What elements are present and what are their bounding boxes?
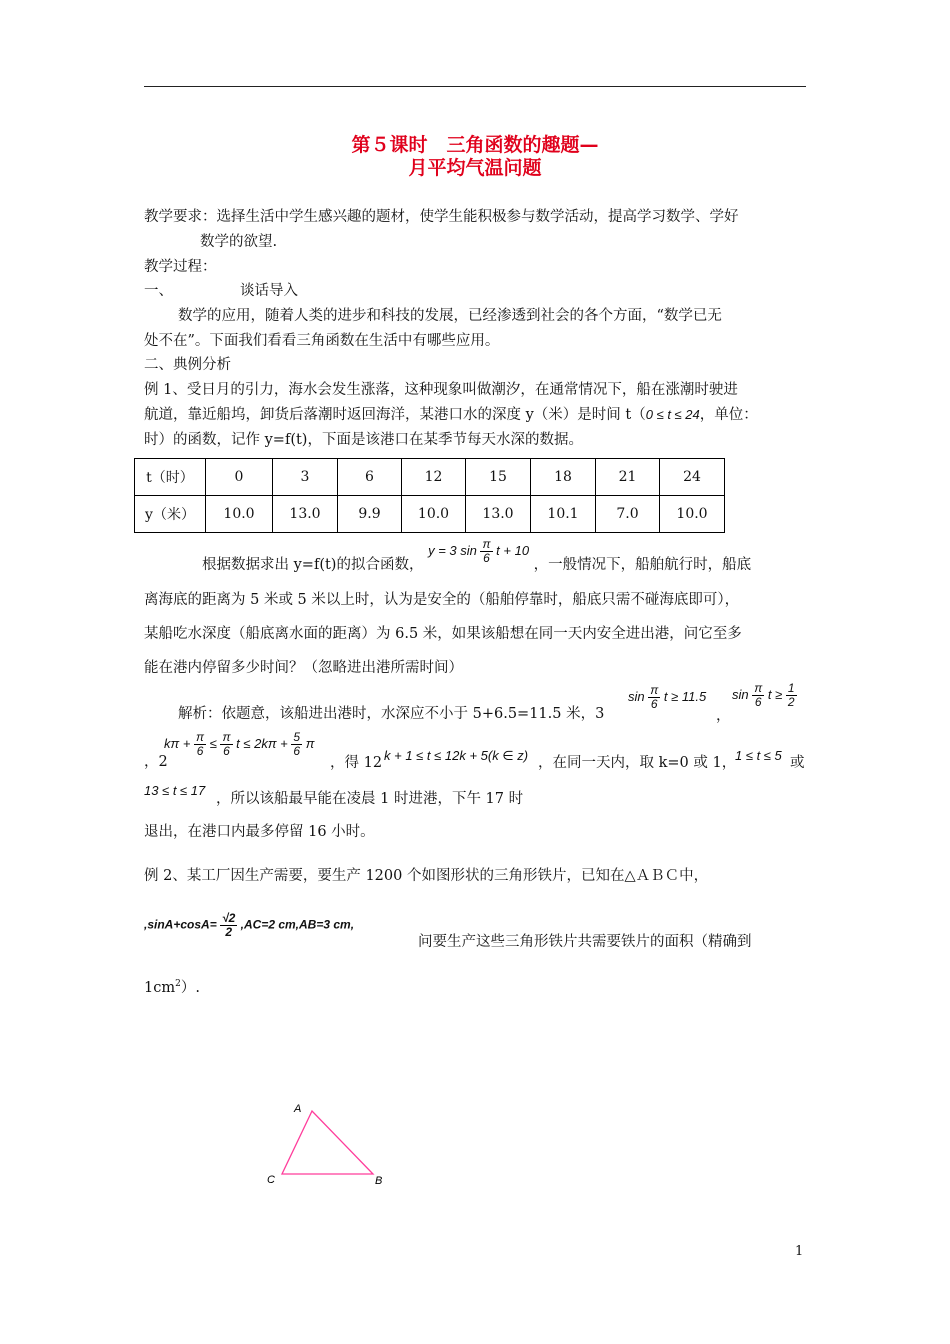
table-cell: 3 — [273, 459, 338, 496]
table-row — [135, 496, 725, 533]
fit-function-text-end: ，一般情况下，船舶航行时，船底 — [533, 556, 752, 573]
table-cell: 7.0 — [596, 496, 660, 533]
formula-part: y = 3 sin — [428, 542, 477, 558]
time-range-formula: 0 ≤ t ≤ 24 — [645, 407, 700, 422]
solution-comma: ， — [716, 708, 731, 724]
solution-line1-text: 解析：依题意，该船进出港时，水深应不小于 5+6.5=11.5 米，3 — [178, 706, 605, 722]
table-cell: 15 — [466, 459, 531, 496]
example1-line2 — [144, 403, 758, 424]
example2-line1: 例 2、某工厂因生产需要，要生产 1200 个如图形状的三角形铁片，已知在△ＡＢＣ中， — [144, 868, 709, 884]
solution-inequality2 — [732, 682, 797, 709]
solution-line2-prefix: ，2 — [144, 754, 168, 770]
fraction-denominator: 2 — [787, 695, 795, 709]
table-cell: 10.0 — [660, 496, 725, 533]
fit-function-text: 根据数据求出 y=f(t)的拟合函数， — [202, 556, 424, 573]
paragraph2-line1: 离海底的距离为 5 米或 5 米以上时，认为是安全的（船舶停靠时，船底只需不碰海底即可）， — [144, 592, 740, 608]
table-cell: 18 — [531, 459, 596, 496]
formula-part: t ≥ — [767, 686, 783, 702]
vertex-label-b: B — [375, 1175, 383, 1187]
fraction-denominator: 6 — [754, 695, 762, 709]
fraction-numerator: π — [754, 681, 763, 695]
fraction-numerator: π — [196, 730, 205, 744]
table-cell: 6 — [338, 459, 402, 496]
fraction-denominator: 6 — [483, 551, 490, 565]
fraction-denominator: 6 — [293, 744, 301, 758]
solution-line2-mid: ，得 12 — [330, 755, 383, 771]
lesson-title-line2: 月平均气温问题 — [408, 157, 542, 179]
fraction-numerator: √2 — [222, 911, 236, 925]
formula-part: ≤ — [209, 735, 217, 751]
unit-exponent: 2 — [175, 979, 181, 990]
requirement-line1: 教学要求：选择生活中学生感兴趣的题材，使学生能积极参与数学活动，提高学习数学、学好 — [144, 209, 739, 225]
fraction — [194, 731, 206, 758]
vertex-label-c: C — [267, 1174, 275, 1186]
table-row-label: y（米） — [135, 496, 206, 533]
vertex-label-a: A — [294, 1103, 302, 1115]
example1-line2-unit: ，单位： — [699, 407, 758, 423]
table-cell: 13.0 — [466, 496, 531, 533]
fraction — [291, 731, 302, 758]
triangle-abc — [282, 1111, 373, 1174]
table-row-label: t（时） — [135, 459, 206, 496]
table-cell: 10.1 — [531, 496, 596, 533]
fit-function-line — [202, 537, 752, 579]
solution-inequality3 — [164, 731, 314, 758]
example2-condition-formula — [144, 912, 354, 939]
requirement-line2: 数学的欲望. — [200, 234, 278, 250]
fraction — [648, 684, 660, 711]
fraction — [786, 682, 797, 709]
fraction — [220, 731, 232, 758]
section1-number: 一、 — [144, 283, 173, 299]
header-rule — [144, 86, 806, 87]
formula-part: sin — [628, 688, 645, 704]
formula-part: π — [305, 735, 315, 751]
formula-part: kπ + — [164, 735, 191, 751]
area-unit: 1cm — [144, 980, 176, 996]
fraction-numerator: π — [650, 683, 659, 697]
fraction-numerator: 5 — [293, 730, 301, 744]
page-number: 1 — [795, 1244, 804, 1259]
table-cell: 0 — [206, 459, 273, 496]
table-cell: 21 — [596, 459, 660, 496]
fraction-denominator: 6 — [196, 744, 204, 758]
solution-line2-post: ，在同一天内，取 k=0 或 1， — [538, 755, 737, 771]
solution-k-range: k + 1 ≤ t ≤ 12k + 5(k ∈ z) — [384, 748, 529, 763]
solution-range2: 13 ≤ t ≤ 17 — [144, 783, 206, 798]
intro-line1: 数学的应用，随着人类的进步和科技的发展，已经渗透到社会的各个方面，“数学已无 — [178, 308, 722, 324]
table-cell: 10.0 — [206, 496, 273, 533]
solution-line4: 退出，在港口内最多停留 16 小时。 — [144, 824, 375, 840]
lesson-title-line1: 第５课时 三角函数的趣题— — [351, 134, 599, 156]
formula-part: ,sinA+cosA= — [144, 917, 217, 932]
fraction — [752, 682, 764, 709]
table-cell: 10.0 — [402, 496, 466, 533]
fraction-denominator: 2 — [225, 925, 233, 939]
fraction-numerator: π — [482, 537, 491, 551]
formula-part: sin — [732, 686, 749, 702]
fraction-numerator: 1 — [787, 681, 795, 695]
formula-part: t ≤ 2kπ + — [236, 735, 288, 751]
fit-function-formula — [428, 538, 529, 565]
fraction — [220, 912, 237, 939]
table-cell: 12 — [402, 459, 466, 496]
fraction-denominator: 6 — [223, 744, 230, 758]
example1-line1: 例 1、受日月的引力，海水会发生涨落，这种现象叫做潮汐，在通常情况下，船在涨潮时驶进 — [144, 382, 738, 398]
solution-line3: ，所以该船最早能在凌晨 1 时进港，下午 17 时 — [216, 791, 524, 807]
example1-line2-text: 航道，靠近船坞，卸货后落潮时返回海洋，某港口水的深度 y（米）是时间 t（ — [144, 407, 646, 423]
fraction — [480, 538, 492, 565]
formula-part: t ≥ 11.5 — [663, 688, 707, 704]
section1-title: 谈话导入 — [240, 283, 298, 299]
triangle-figure — [260, 1098, 400, 1194]
fraction-denominator: 6 — [650, 697, 658, 711]
example2-line2: 问要生产这些三角形铁片共需要铁片的面积（精确到 — [418, 934, 752, 950]
process-heading: 教学过程： — [144, 259, 217, 275]
paragraph2-line3: 能在港内停留多少时间？（忽略进出港所需时间） — [144, 660, 463, 676]
tide-data-table — [134, 458, 725, 533]
formula-part: t + 10 — [496, 542, 530, 558]
table-cell: 13.0 — [273, 496, 338, 533]
solution-or: 或 — [790, 755, 805, 771]
fraction-numerator: π — [222, 730, 231, 744]
section2-title: 二、典例分析 — [144, 357, 231, 373]
table-row — [135, 459, 725, 496]
table-cell: 24 — [660, 459, 725, 496]
solution-inequality1 — [628, 684, 706, 711]
example2-line3 — [144, 976, 200, 997]
table-cell: 9.9 — [338, 496, 402, 533]
sentence-end: ）. — [180, 980, 200, 996]
intro-line2: 处不在”。下面我们看看三角函数在生活中有哪些应用。 — [144, 333, 500, 349]
formula-part: ,AC=2 cm,AB=3 cm, — [240, 917, 355, 932]
example1-line3: 时）的函数，记作 y=f(t)，下面是该港口在某季节每天水深的数据。 — [144, 432, 583, 448]
solution-range1: 1 ≤ t ≤ 5 — [735, 748, 782, 763]
paragraph2-line2: 某船吃水深度（船底离水面的距离）为 6.5 米，如果该船想在同一天内安全进出港，问它至多 — [144, 626, 742, 642]
